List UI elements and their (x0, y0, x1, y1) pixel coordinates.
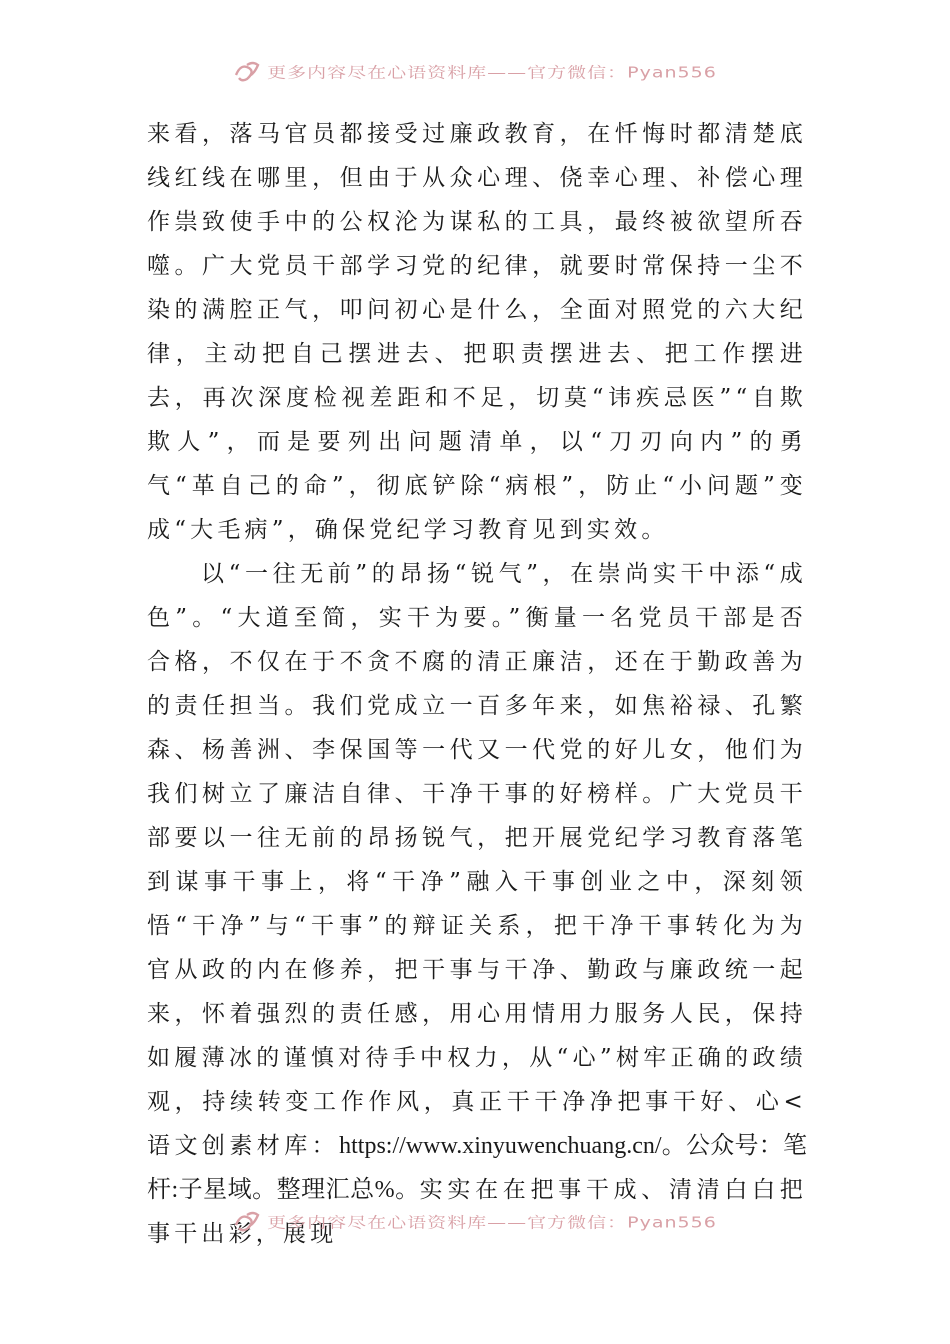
paragraph-1: 来看，落马官员都接受过廉政教育，在忏悔时都清楚底线红线在哪里，但由于从众心理、侥幸心理、补偿心理作祟致使手中的公权沦为谋私的工具，最终被欲望所吞噬。广大党员干部学习党的纪律，就要时常保持一尘不染的满腔正气，叩问初心是什么，全面对照党的六大纪律，主动把自己摆进去、把职责摆进去、把工作摆进去，再次深度检视差距和不足，切莫“讳疾忌医”“自欺欺人”，而是要列出问题清单，以“刀刃向内”的勇气“革自己的命”，彻底铲除“病根”，防止“小问题”变成“大毛病”，确保党纪学习教育见到实效。 (147, 121, 807, 543)
watermark-logo-icon (233, 59, 261, 83)
watermark-text: 更多内容尽在心语资料库——官方微信：Pyan556 (267, 1213, 717, 1231)
footer-watermark (0, 1206, 950, 1236)
paragraph-2 (147, 552, 807, 1256)
paragraph-2-source-note: https://www.xinyuwenchuang.cn/。公众号：笔杆:子星域。整理汇总%。 (147, 1133, 807, 1203)
header-watermark (0, 56, 950, 86)
watermark-logo-icon (233, 1209, 261, 1233)
document-body (147, 112, 807, 1256)
paragraph-2-tail: 实实在在把事干成、清清白白把事干出彩，展现 (147, 1177, 807, 1247)
paragraph-2-text: 以“一往无前”的昂扬“锐气”，在崇尚实干中添“成色”。“大道至简，实干为要。”衡量一名党员干部是否合格，不仅在于不贪不腐的清正廉洁，还在于勤政善为的责任担当。我们党成立一百多年来，如焦裕禄、孔繁森、杨善洲、李保国等一代又一代党的好儿女，他们为我们树立了廉洁自律、干净干事的好榜样。广大党员干部要以一往无前的昂扬锐气，把开展党纪学习教育落笔到谋事干事上，将“干净”融入干事创业之中，深刻领悟“干净”与“干事”的辩证关系，把干净干事转化为为官从政的内在修养，把干事与干净、勤政与廉政统一起来，怀着强烈的责任感，用心用情用力服务人民，保持如履薄冰的谨慎对待手中权力，从“心”树牢正确的政绩观，持续转变工作作风，真正干干净净把事干好、心<语文创素材库： (147, 561, 807, 1159)
watermark-text: 更多内容尽在心语资料库——官方微信：Pyan556 (267, 63, 717, 81)
